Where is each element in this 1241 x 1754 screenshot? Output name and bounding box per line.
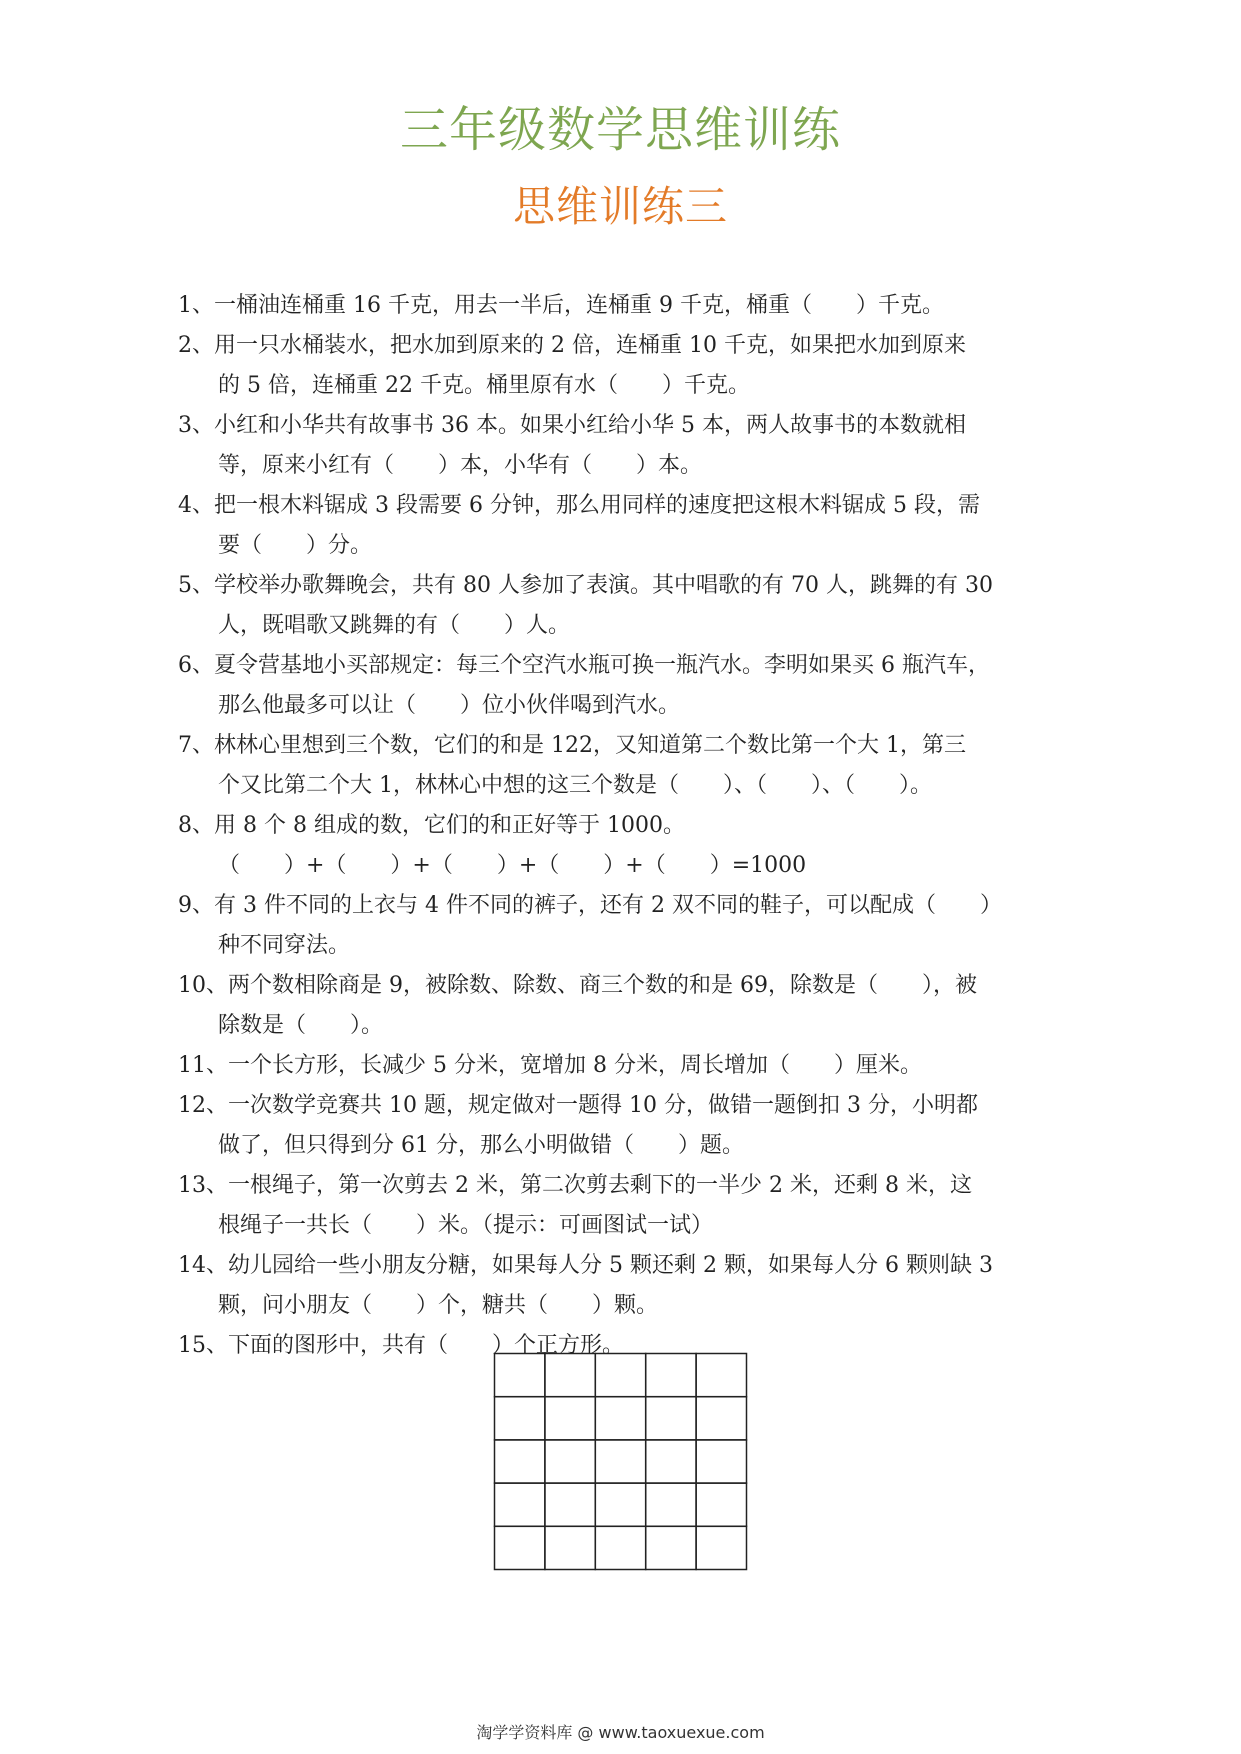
page-subtitle: 思维训练三 [512,182,728,231]
grid-cell [545,1526,595,1569]
grid-cell [696,1483,746,1526]
question-item [178,966,1068,1046]
grid-cell [646,1397,696,1440]
question-text-continued: 那么他最多可以让（ ）位小伙伴喝到汽水。 [218,693,681,718]
question-item [178,1246,1068,1326]
grid-cell [495,1397,545,1440]
question-text-continued: 个又比第二个大 1，林林心中想的这三个数是（ ）、（ ）、（ ）。 [218,773,932,798]
question-text-continued: 种不同穿法。 [218,933,351,958]
question-text-continued: 颗，问小朋友（ ）个，糖共（ ）颗。 [218,1293,659,1318]
grid-cell [495,1354,545,1397]
question-item [178,886,1068,966]
question-text: 7、林林心里想到三个数，它们的和是 122，又知道第二个数比第一个大 1，第三 [178,733,966,758]
question-text: 10、两个数相除商是 9，被除数、除数、商三个数的和是 69，除数是（ ），被 [178,973,977,998]
question-item [178,406,1068,486]
grid-cell [595,1526,645,1569]
question-item [178,646,1068,726]
question-item [178,806,1068,886]
question-text: 2、用一只水桶装水，把水加到原来的 2 倍，连桶重 10 千克，如果把水加到原来 [178,333,966,358]
question-text-continued: （ ）+（ ）+（ ）+（ ）+（ ）=1000 [218,853,807,878]
question-item [178,566,1068,646]
question-text-continued: 的 5 倍，连桶重 22 千克。桶里原有水（ ）千克。 [218,373,750,398]
question-text-continued: 等，原来小红有（ ）本，小华有（ ）本。 [218,453,703,478]
question-text: 13、一根绳子，第一次剪去 2 米，第二次剪去剩下的一半少 2 米，还剩 8 米，这 [178,1173,972,1198]
footer-watermark: 淘学学资料库 @ www.taoxuexue.com [476,1723,765,1742]
question-item [178,726,1068,806]
question-text: 12、一次数学竞赛共 10 题，规定做对一题得 10 分，做错一题倒扣 3 分，小明都 [178,1093,978,1118]
grid-cell [696,1354,746,1397]
question-item [178,286,1068,326]
grid-cell [495,1440,545,1483]
question-item [178,326,1068,406]
grid-cell [545,1397,595,1440]
grid-cell [595,1354,645,1397]
question-text-continued: 根绳子一共长（ ）米。（提示：可画图试一试） [218,1213,714,1238]
question-item [178,1086,1068,1166]
square-grid-svg [493,1352,748,1571]
grid-cell [595,1483,645,1526]
question-text: 1、一桶油连桶重 16 千克，用去一半后，连桶重 9 千克，桶重（ ）千克。 [178,293,944,318]
question-list [178,286,1068,1366]
question-text-continued: 除数是（ ）。 [218,1013,384,1038]
grid-cell [545,1440,595,1483]
grid-cell [495,1526,545,1569]
question-text: 6、夏令营基地小买部规定：每三个空汽水瓶可换一瓶汽水。李明如果买 6 瓶汽车， [178,653,990,678]
page-title: 三年级数学思维训练 [399,102,841,158]
question-text-continued: 做了，但只得到分 61 分，那么小明做错（ ）题。 [218,1133,744,1158]
question-item [178,1046,1068,1086]
grid-cell [595,1440,645,1483]
question-item [178,1166,1068,1246]
grid-cell [646,1483,696,1526]
question-text: 8、用 8 个 8 组成的数，它们的和正好等于 1000。 [178,813,685,838]
question-item [178,486,1068,566]
question-text: 5、学校举办歌舞晚会，共有 80 人参加了表演。其中唱歌的有 70 人，跳舞的有 30 [178,573,993,598]
question-text: 3、小红和小华共有故事书 36 本。如果小红给小华 5 本，两人故事书的本数就相 [178,413,966,438]
question-text-continued: 人，既唱歌又跳舞的有（ ）人。 [218,613,571,638]
grid-cell [646,1354,696,1397]
question-text: 9、有 3 件不同的上衣与 4 件不同的裤子，还有 2 双不同的鞋子，可以配成（ ） [178,893,1002,918]
grid-cell [495,1483,545,1526]
grid-cell [696,1397,746,1440]
grid-cell [545,1354,595,1397]
grid-cell [646,1526,696,1569]
grid-cell [696,1526,746,1569]
grid-cell [696,1440,746,1483]
square-grid-figure [493,1352,748,1571]
question-text: 15、下面的图形中，共有（ ）个正方形。 [178,1333,624,1358]
question-text: 4、把一根木料锯成 3 段需要 6 分钟，那么用同样的速度把这根木料锯成 5 段，需 [178,493,980,518]
grid-cell [595,1397,645,1440]
grid-cell [646,1440,696,1483]
question-text: 11、一个长方形，长减少 5 分米，宽增加 8 分米，周长增加（ ）厘米。 [178,1053,922,1078]
question-text-continued: 要（ ）分。 [218,533,373,558]
grid-cell [545,1483,595,1526]
question-text: 14、幼儿园给一些小朋友分糖，如果每人分 5 颗还剩 2 颗，如果每人分 6 颗则缺 3 [178,1253,993,1278]
